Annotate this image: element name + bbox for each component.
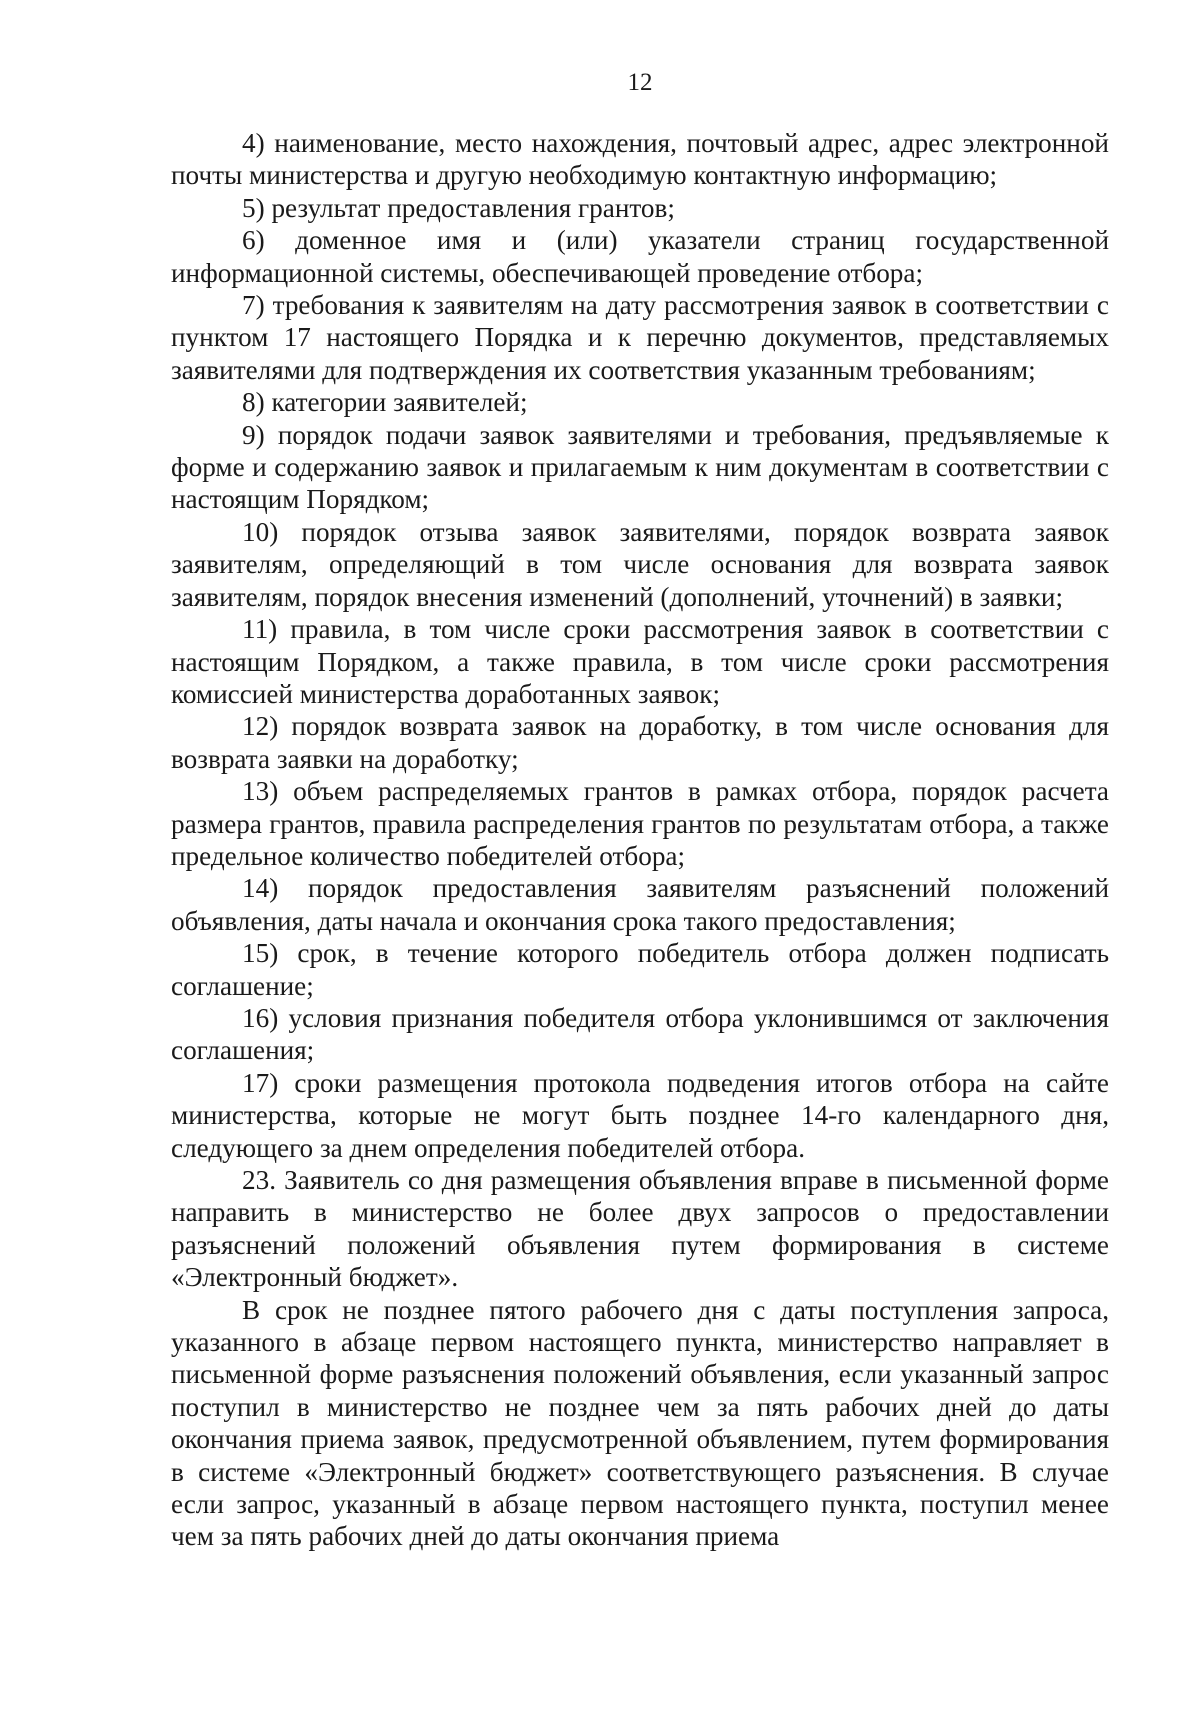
paragraph-item-9: 9) порядок подачи заявок заявителями и требования, предъявляемые к форме и содержанию заявок и прилагаемым к ним документам в соответствии с настоящим Порядком; xyxy=(171,419,1109,515)
paragraph-item-14: 14) порядок предоставления заявителям разъяснений положений объявления, даты начала и окончания срока такого предоставления; xyxy=(171,873,1109,936)
paragraph-item-13: 13) объем распределяемых грантов в рамках отбора, порядок расчета размера грантов, правила распределения грантов по результатам отбора, а также предельное количество победителей отбора; xyxy=(171,776,1109,871)
paragraph-item-15: 15) срок, в течение которого победитель отбора должен подписать соглашение; xyxy=(171,938,1109,1001)
document-body xyxy=(171,127,1109,1553)
page-number: 12 xyxy=(627,69,653,96)
paragraph-item-11: 11) правила, в том числе сроки рассмотрения заявок в соответствии с настоящим Порядком, а также правила, в том числе сроки рассмотрения комиссией министерства доработанных заявок; xyxy=(171,614,1109,709)
paragraph-item-4: 4) наименование, место нахождения, почтовый адрес, адрес электронной почты министерства и другую необходимую контактную информацию; xyxy=(171,128,1109,191)
paragraph-item-5: 5) результат предоставления грантов; xyxy=(242,192,675,223)
paragraph-section-23: 23. Заявитель со дня размещения объявления вправе в письменной форме направить в министерство не более двух запросов о предоставлении разъяснений положений объявления путем формирования в системе «Электронный бюджет». xyxy=(171,1165,1109,1293)
paragraph-item-6: 6) доменное имя и (или) указатели страниц государственной информационной системы, обеспечивающей проведение отбора; xyxy=(171,225,1109,288)
paragraph-item-8: 8) категории заявителей; xyxy=(242,387,528,418)
paragraph-item-17: 17) сроки размещения протокола подведения итогов отбора на сайте министерства, которые не могут быть позднее 14-го календарного дня, следующего за днем определения победителей отбора. xyxy=(171,1067,1109,1163)
paragraph-section-23-continued: В срок не позднее пятого рабочего дня с даты поступления запроса, указанного в абзаце первом настоящего пункта, министерство направляет в письменной форме разъяснения положений объявления, если указанный запрос поступил в министерство не позднее чем за пять рабочих дней до даты окончания приема заявок, предусмотренной объявлением, путем формирования в системе «Электронный бюджет» соответствующего разъяснения. В случае если запрос, указанный в абзаце первом настоящего пункта, поступил менее чем за пять рабочих дней до даты окончания приема xyxy=(171,1294,1109,1552)
paragraph-item-10: 10) порядок отзыва заявок заявителями, порядок возврата заявок заявителям, определяющий в том числе основания для возврата заявок заявителям, порядок внесения изменений (дополнений, уточнений) в заявки; xyxy=(171,516,1109,612)
paragraph-item-7: 7) требования к заявителям на дату рассмотрения заявок в соответствии с пунктом 17 настоящего Порядка и к перечню документов, представляемых заявителями для подтверждения их соответствия указанным требованиям; xyxy=(171,290,1109,385)
paragraph-item-16: 16) условия признания победителя отбора уклонившимся от заключения соглашения; xyxy=(171,1002,1109,1066)
paragraph-item-12: 12) порядок возврата заявок на доработку, в том числе основания для возврата заявки на доработку; xyxy=(171,711,1109,774)
